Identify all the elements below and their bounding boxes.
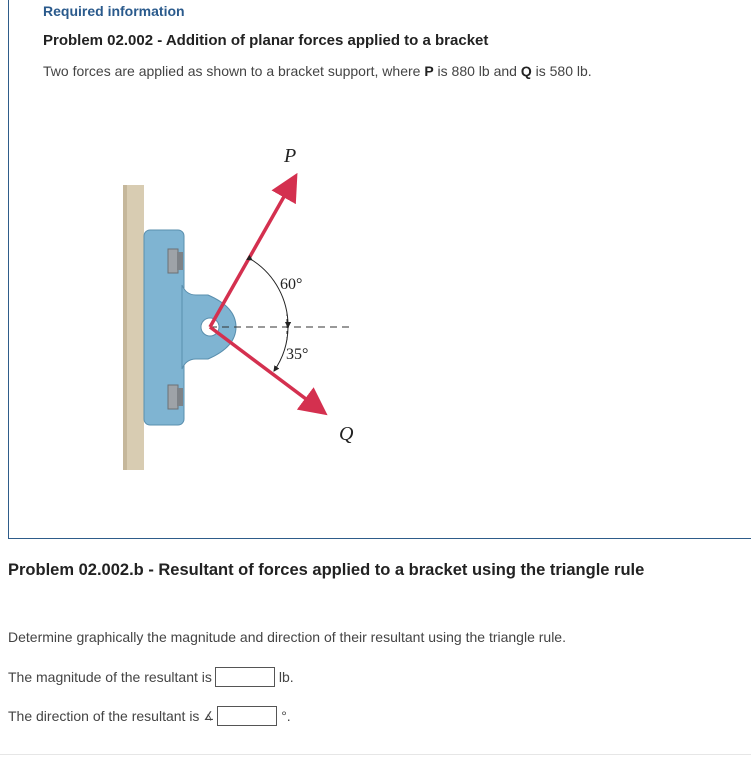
bolt-bottom (168, 385, 183, 409)
q-symbol: Q (520, 63, 532, 79)
magnitude-unit: lb. (278, 669, 294, 685)
direction-label: The direction of the resultant is (8, 708, 200, 724)
problem-description (43, 63, 592, 79)
angle-arc-60 (252, 260, 288, 327)
bracket-figure (112, 135, 372, 480)
label-q: Q (339, 423, 354, 445)
magnitude-input[interactable] (215, 667, 275, 687)
direction-row (8, 705, 291, 727)
problem-title: Problem 02.002 - Addition of planar forces applied to a bracket (43, 32, 489, 49)
required-info-label: Required information (43, 3, 185, 19)
label-p: P (284, 145, 297, 167)
magnitude-row (8, 666, 294, 688)
bolt-top (168, 249, 183, 273)
desc-prefix: Two forces are applied as shown to a bracket support, where (43, 63, 425, 79)
p-symbol: P (424, 63, 434, 79)
magnitude-label: The magnitude of the resultant is (8, 669, 212, 685)
angle-label-35: 35° (286, 346, 309, 363)
part-b-question: Determine graphically the magnitude and direction of their resultant using the triangle rule. (8, 629, 566, 645)
angle-symbol-icon: ∡ (203, 709, 215, 723)
direction-input[interactable] (217, 706, 277, 726)
direction-unit: °. (281, 708, 291, 724)
force-p-arrow (210, 179, 294, 327)
part-b-title: Problem 02.002.b - Resultant of forces applied to a bracket using the triangle rule (8, 561, 645, 579)
desc-mid: is 880 lb and (433, 63, 521, 79)
desc-suffix: is 580 lb. (531, 63, 592, 79)
angle-label-60: 60° (280, 276, 303, 293)
bottom-divider (0, 754, 751, 755)
force-q-arrow (210, 327, 322, 411)
